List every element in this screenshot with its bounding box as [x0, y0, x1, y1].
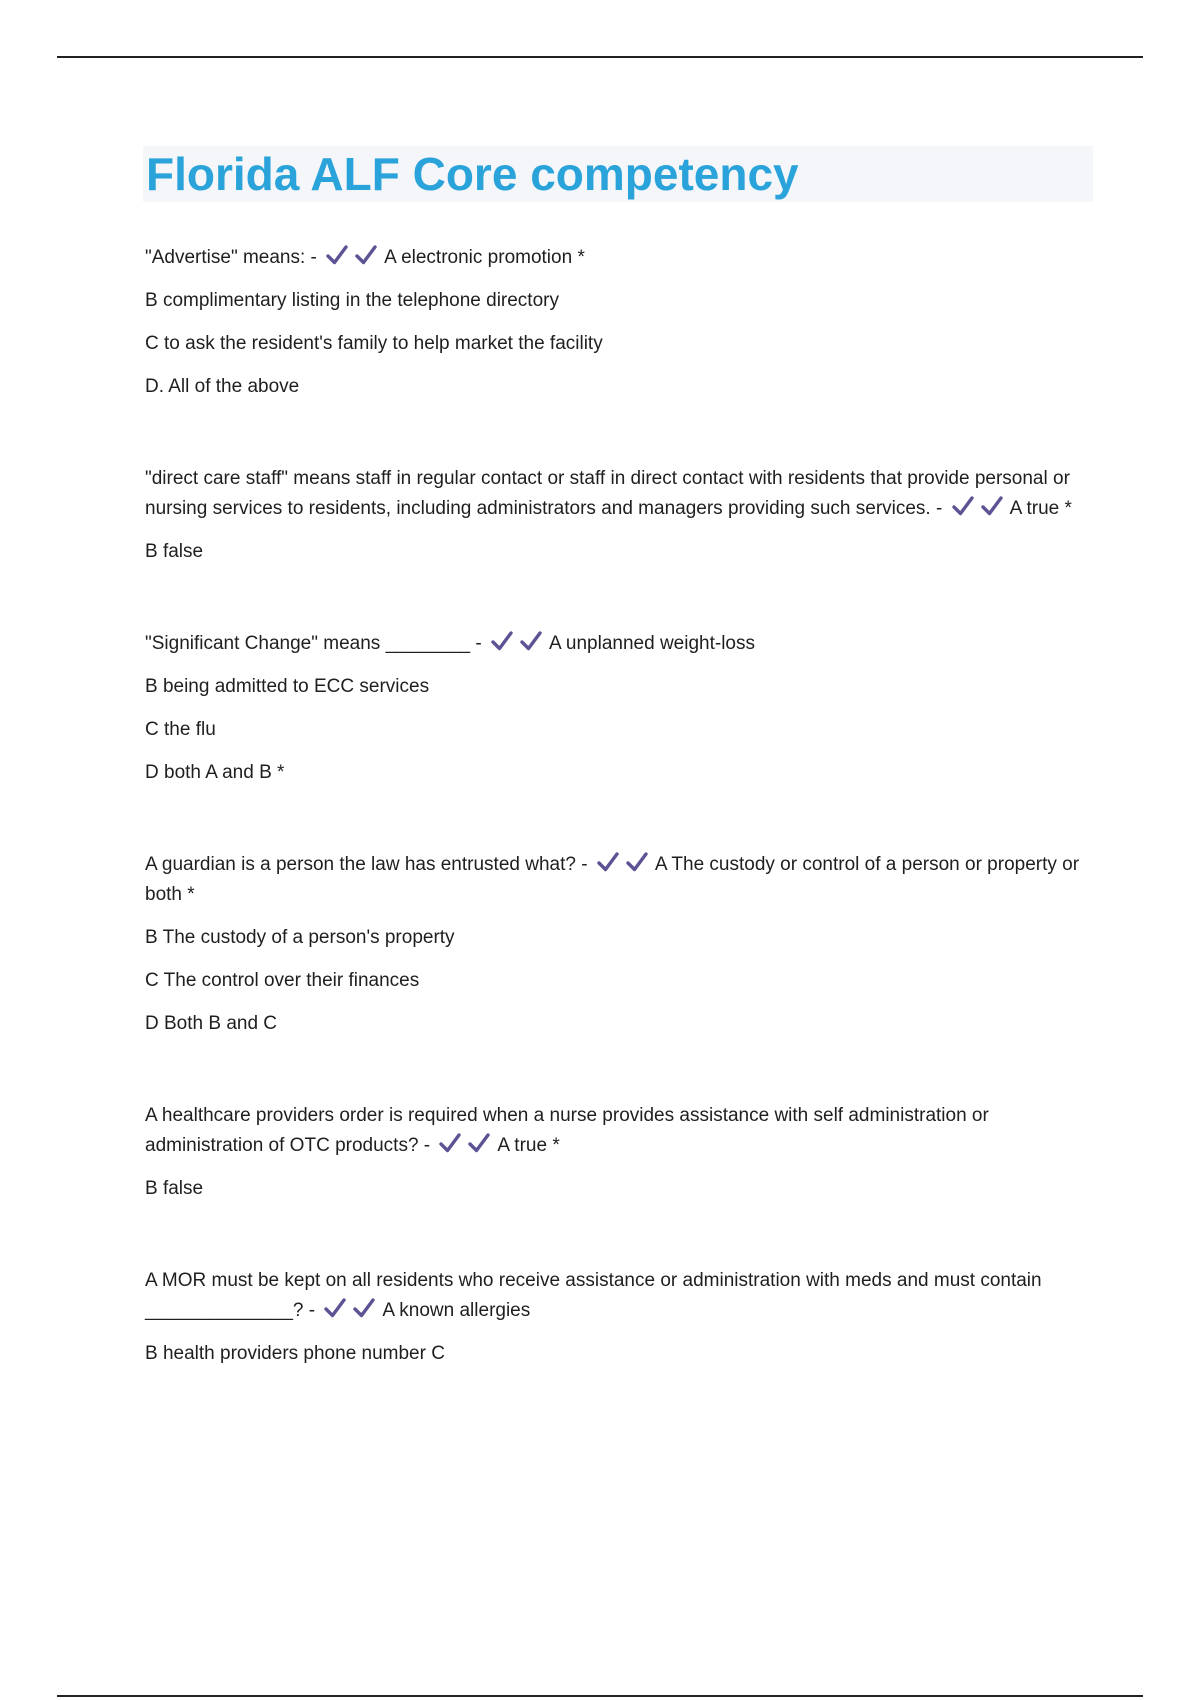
- question-stem-line: [145, 1101, 1095, 1161]
- question-6: [145, 1266, 1095, 1369]
- answer-option: C the flu: [145, 719, 216, 740]
- question-stem-line: [145, 629, 1095, 659]
- checkmark-icon: [626, 851, 648, 873]
- footer-rule: [57, 1695, 1143, 1697]
- checkmark-icon: [439, 1132, 461, 1154]
- checkmark-icon: [324, 1297, 346, 1319]
- checkmark-icon: [353, 1297, 375, 1319]
- answer-text: A unplanned weight-loss: [549, 633, 755, 654]
- checkmark-icon: [981, 495, 1003, 517]
- answer-option: B The custody of a person's property: [145, 927, 455, 948]
- answer-option: B health providers phone number C: [145, 1343, 445, 1364]
- answer-option: B being admitted to ECC services: [145, 676, 430, 697]
- answer-text: A electronic promotion *: [384, 247, 585, 268]
- checkmark-icon: [597, 851, 619, 873]
- question-stem-line: [145, 464, 1095, 524]
- answer-option: C to ask the resident's family to help market the facility: [145, 333, 603, 354]
- header-rule: [57, 56, 1143, 58]
- answer-option: B false: [145, 541, 204, 562]
- answer-text: A true *: [1009, 498, 1072, 519]
- answer-option: D. All of the above: [145, 376, 300, 397]
- answer-text: A known allergies: [382, 1300, 531, 1321]
- question-2: [145, 464, 1095, 567]
- question-stem-line: [145, 1266, 1095, 1326]
- question-3: [145, 629, 1095, 788]
- answer-option: D both A and B *: [145, 762, 285, 783]
- checkmark-icon: [491, 630, 513, 652]
- checkmark-icon: [520, 630, 542, 652]
- checkmark-icon: [355, 244, 377, 266]
- checkmark-icon: [326, 244, 348, 266]
- checkmark-icon: [468, 1132, 490, 1154]
- answer-option: C The control over their finances: [145, 970, 420, 991]
- question-4: [145, 850, 1095, 1039]
- document-title: Florida ALF Core competency: [146, 148, 799, 200]
- question-stem-line: [145, 850, 1095, 910]
- answer-option: D Both B and C: [145, 1013, 278, 1034]
- question-stem: A MOR must be kept on all residents who receive assistance or administration with meds and must contain ______________? -: [145, 1270, 1042, 1321]
- answer-text: A The custody or control of a person or property or both *: [145, 854, 1080, 905]
- question-list: [145, 243, 1095, 1431]
- answer-option: B complimentary listing in the telephone directory: [145, 290, 559, 311]
- checkmark-icon: [952, 495, 974, 517]
- question-stem: "Significant Change" means ________ -: [145, 633, 482, 654]
- question-stem: "Advertise" means: -: [145, 247, 317, 268]
- question-stem: A guardian is a person the law has entrusted what? -: [145, 854, 588, 875]
- question-5: [145, 1101, 1095, 1204]
- answer-text: A true *: [497, 1135, 560, 1156]
- question-1: [145, 243, 1095, 402]
- question-stem: "direct care staff" means staff in regular contact or staff in direct contact with residents that provide personal or nursing services to residents, including administrators and managers providing such services. -: [145, 468, 1070, 519]
- question-stem: A healthcare providers order is required when a nurse provides assistance with self administration or administration of OTC products? -: [145, 1105, 989, 1156]
- answer-option: B false: [145, 1178, 204, 1199]
- question-stem-line: [145, 243, 1095, 273]
